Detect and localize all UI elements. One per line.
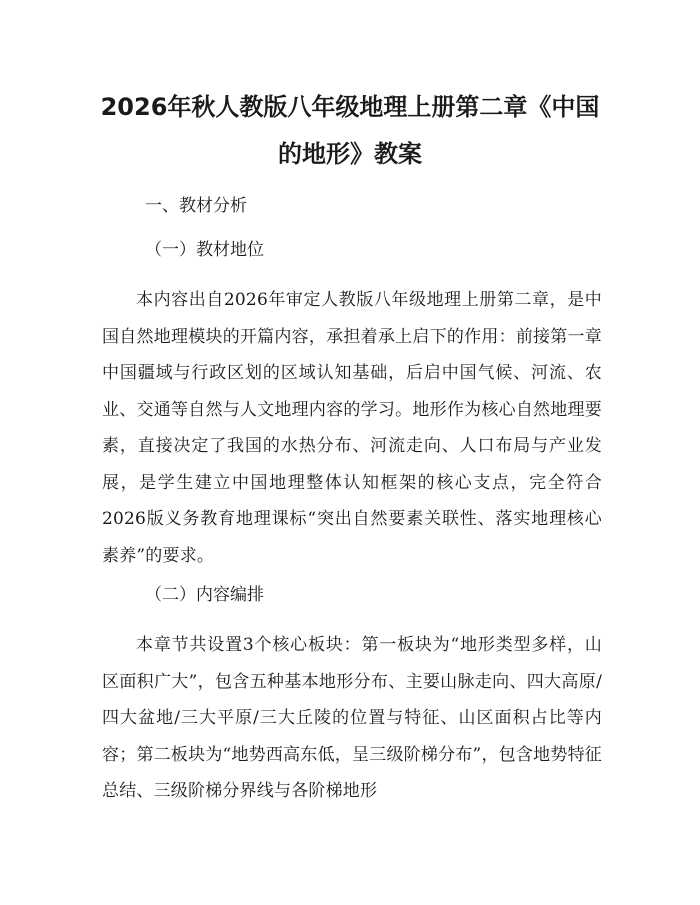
document-title: 2026年秋人教版八年级地理上册第二章《中国的地形》教案	[100, 93, 600, 168]
paragraph-textbook-position: 本内容出自2026年审定人教版八年级地理上册第二章，是中国自然地理模块的开篇内容，承担着承上启下的作用：前接第一章中国疆域与行政区划的区域认知基础，后启中国气候、河流、农业、交通等自然与人文地理内容的学习。地形作为核心自然地理要素，直接决定了我国的水热分布、河流走向、人口布局与产业发展，是学生建立中国地理整体认知框架的核心支点，完全符合2026版义务教育地理课标“突出自然要素关联性、落实地理核心素养”的要求。	[102, 290, 602, 566]
paragraph-content-arrangement: 本章节共设置3个核心板块：第一板块为“地形类型多样，山区面积广大”，包含五种基本地形分布、主要山脉走向、四大高原/四大盆地/三大平原/三大丘陵的位置与特征、山区面积占比等内容；第二板块为“地势西高东低，呈三级阶梯分布”，包含地势特征总结、三级阶梯分界线与各阶梯地形	[102, 635, 602, 801]
subsection-heading-content-arrangement: （二）内容编排	[145, 585, 264, 605]
subsection-heading-textbook-position: （一）教材地位	[145, 240, 264, 260]
section-heading-textbook-analysis: 一、教材分析	[145, 196, 247, 216]
